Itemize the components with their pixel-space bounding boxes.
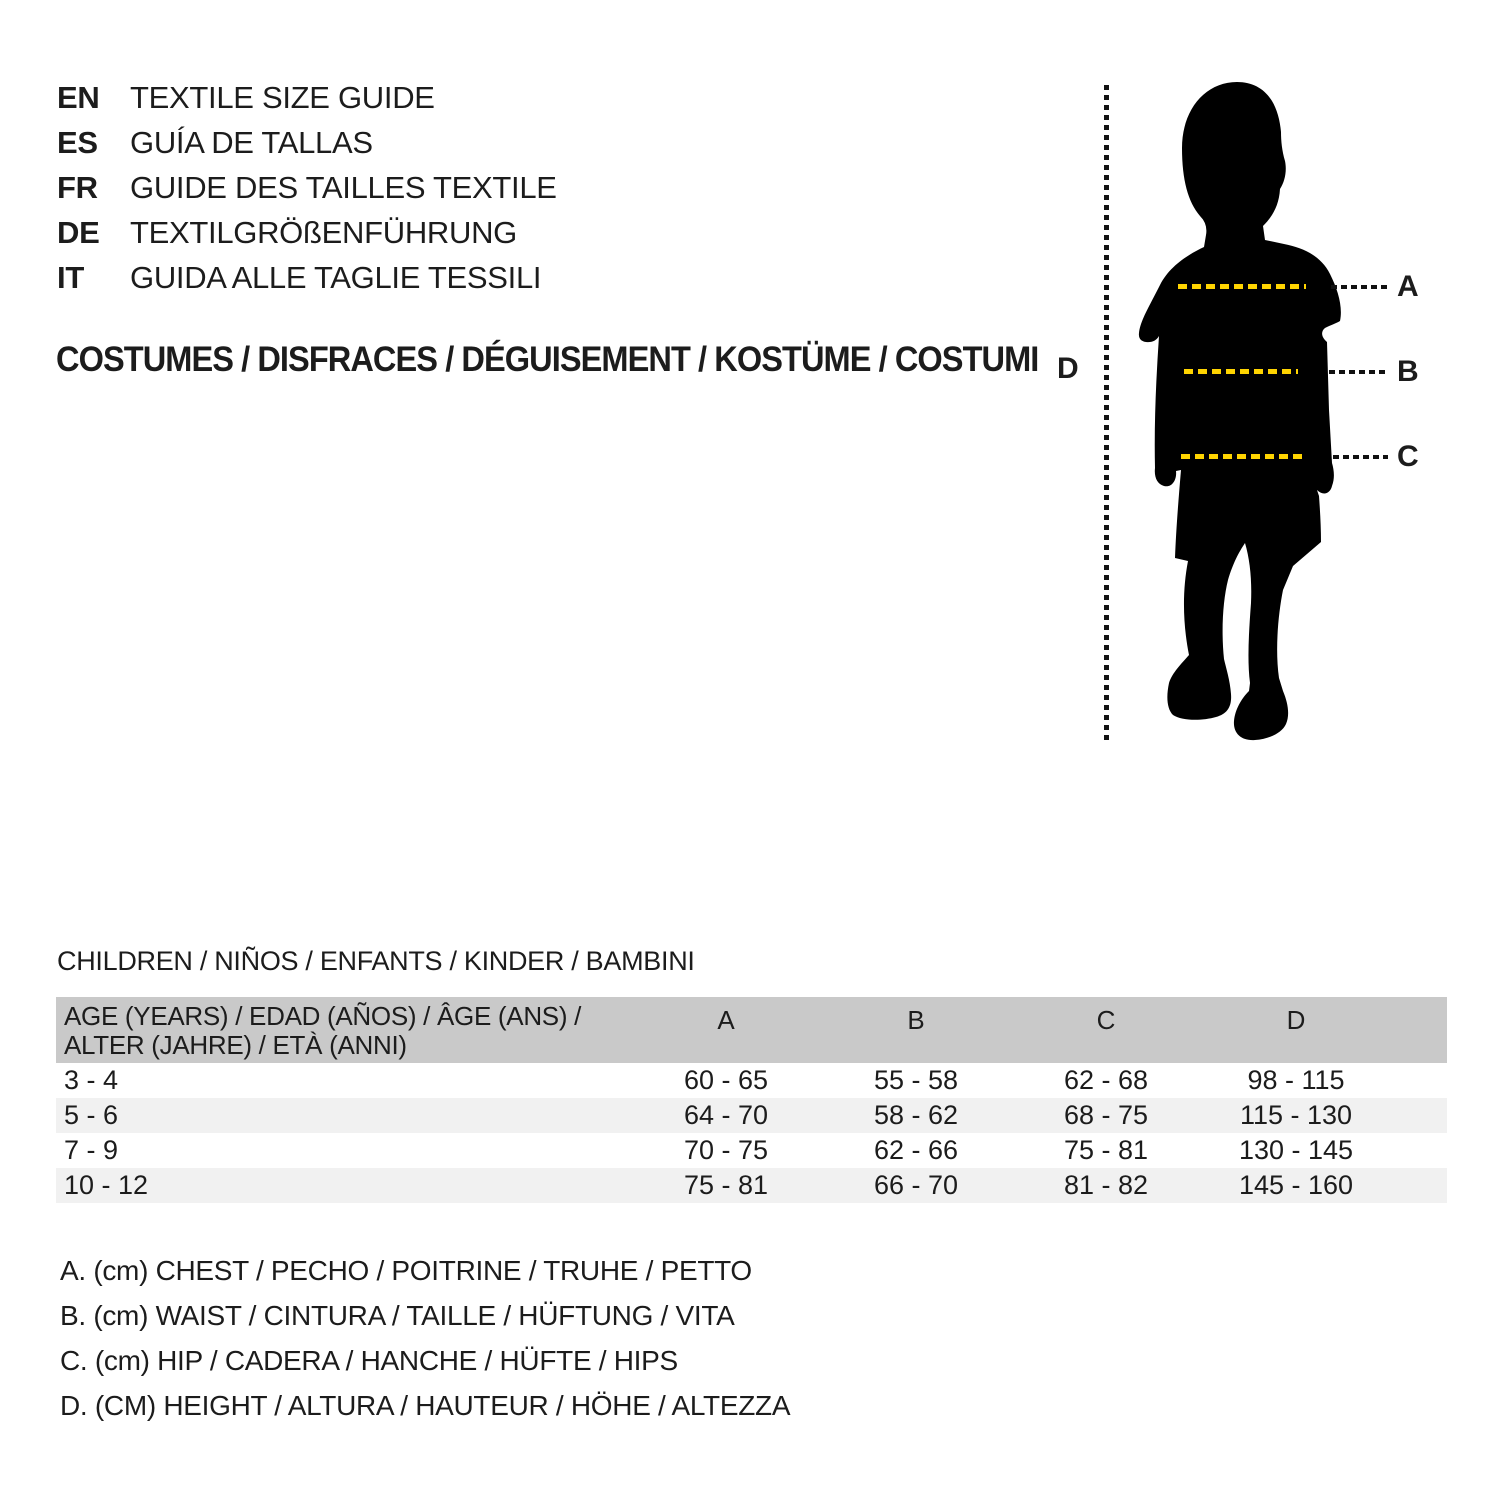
children-size-table: [56, 997, 1447, 1203]
language-code: DE: [57, 215, 100, 250]
hip-cell: 62 - 68: [1063, 1065, 1149, 1095]
hip-measure-label: C: [1397, 440, 1419, 473]
chest-cell: 75 - 81: [683, 1170, 769, 1200]
height-dotted-line-icon: [1104, 85, 1109, 743]
column-header-d: D: [1286, 1005, 1306, 1035]
chest-measure-label: A: [1397, 270, 1419, 303]
column-header-b: B: [907, 1005, 925, 1035]
height-measure-label: D: [1057, 352, 1079, 385]
language-row-it: [57, 255, 557, 300]
chest-leader-dash-icon: [1331, 285, 1388, 289]
legend-item-waist: B. (cm) WAIST / CINTURA / TAILLE / HÜFTUNG / VITA: [60, 1300, 735, 1331]
language-label: GUIDA ALLE TAGLIE TESSILI: [130, 260, 542, 295]
waist-cell: 55 - 58: [873, 1065, 959, 1095]
height-cell: 98 - 115: [1247, 1065, 1345, 1095]
age-cell: 5 - 6: [64, 1100, 119, 1130]
height-cell: 145 - 160: [1238, 1170, 1354, 1200]
language-row-de: [57, 210, 557, 255]
hip-cell: 68 - 75: [1063, 1100, 1149, 1130]
legend-item-chest: A. (cm) CHEST / PECHO / POITRINE / TRUHE / PETTO: [60, 1255, 752, 1286]
language-code: FR: [57, 170, 98, 205]
waist-cell: 58 - 62: [873, 1100, 959, 1130]
height-cell: 130 - 145: [1238, 1135, 1354, 1165]
age-header-line1: AGE (YEARS) / EDAD (AÑOS) / ÂGE (ANS) /: [64, 1001, 582, 1031]
waist-cell: 62 - 66: [873, 1135, 959, 1165]
chest-cell: 70 - 75: [683, 1135, 769, 1165]
age-cell: 3 - 4: [64, 1065, 119, 1095]
language-row-fr: [57, 165, 557, 210]
legend-item-hip: C. (cm) HIP / CADERA / HANCHE / HÜFTE / HIPS: [60, 1345, 678, 1376]
language-code: IT: [57, 260, 84, 295]
language-code: ES: [57, 125, 98, 160]
table-row: [56, 1168, 1447, 1203]
height-cell: 115 - 130: [1239, 1100, 1353, 1130]
language-label: TEXTILE SIZE GUIDE: [130, 80, 435, 115]
table-title: CHILDREN / NIÑOS / ENFANTS / KINDER / BAMBINI: [57, 946, 695, 976]
chest-cell: 60 - 65: [683, 1065, 769, 1095]
language-code: EN: [57, 80, 100, 115]
hip-measure-dash-icon: [1181, 454, 1305, 459]
age-cell: 10 - 12: [64, 1170, 149, 1200]
table-row: [56, 1133, 1447, 1168]
measure-legend: [60, 1248, 790, 1428]
waist-cell: 66 - 70: [873, 1170, 959, 1200]
table-row: [56, 1063, 1447, 1098]
column-header-c: C: [1096, 1005, 1116, 1035]
waist-leader-dash-icon: [1329, 370, 1387, 374]
age-column-header: [56, 997, 631, 1063]
age-header-line2: ALTER (JAHRE) / ETÀ (ANNI): [64, 1030, 407, 1060]
column-header-a: A: [717, 1005, 735, 1035]
waist-measure-dash-icon: [1184, 369, 1298, 374]
waist-measure-label: B: [1397, 355, 1419, 388]
hip-cell: 75 - 81: [1063, 1135, 1149, 1165]
language-list: [57, 75, 557, 300]
table-row: [56, 1098, 1447, 1133]
hip-cell: 81 - 82: [1063, 1170, 1149, 1200]
chest-cell: 64 - 70: [683, 1100, 769, 1130]
language-row-es: [57, 120, 557, 165]
child-silhouette-icon: [1125, 80, 1355, 760]
hip-leader-dash-icon: [1333, 455, 1388, 459]
language-row-en: [57, 75, 557, 120]
category-heading: COSTUMES / DISFRACES / DÉGUISEMENT / KOSTÜME / COSTUMI: [56, 340, 1039, 379]
chest-measure-dash-icon: [1178, 284, 1306, 289]
language-label: GUÍA DE TALLAS: [130, 125, 373, 160]
language-label: GUIDE DES TAILLES TEXTILE: [130, 170, 557, 205]
legend-item-height: D. (CM) HEIGHT / ALTURA / HAUTEUR / HÖHE / ALTEZZA: [60, 1390, 791, 1421]
age-cell: 7 - 9: [64, 1135, 119, 1165]
language-label: TEXTILGRÖßENFÜHRUNG: [130, 215, 517, 250]
table-header-row: [56, 997, 1447, 1063]
